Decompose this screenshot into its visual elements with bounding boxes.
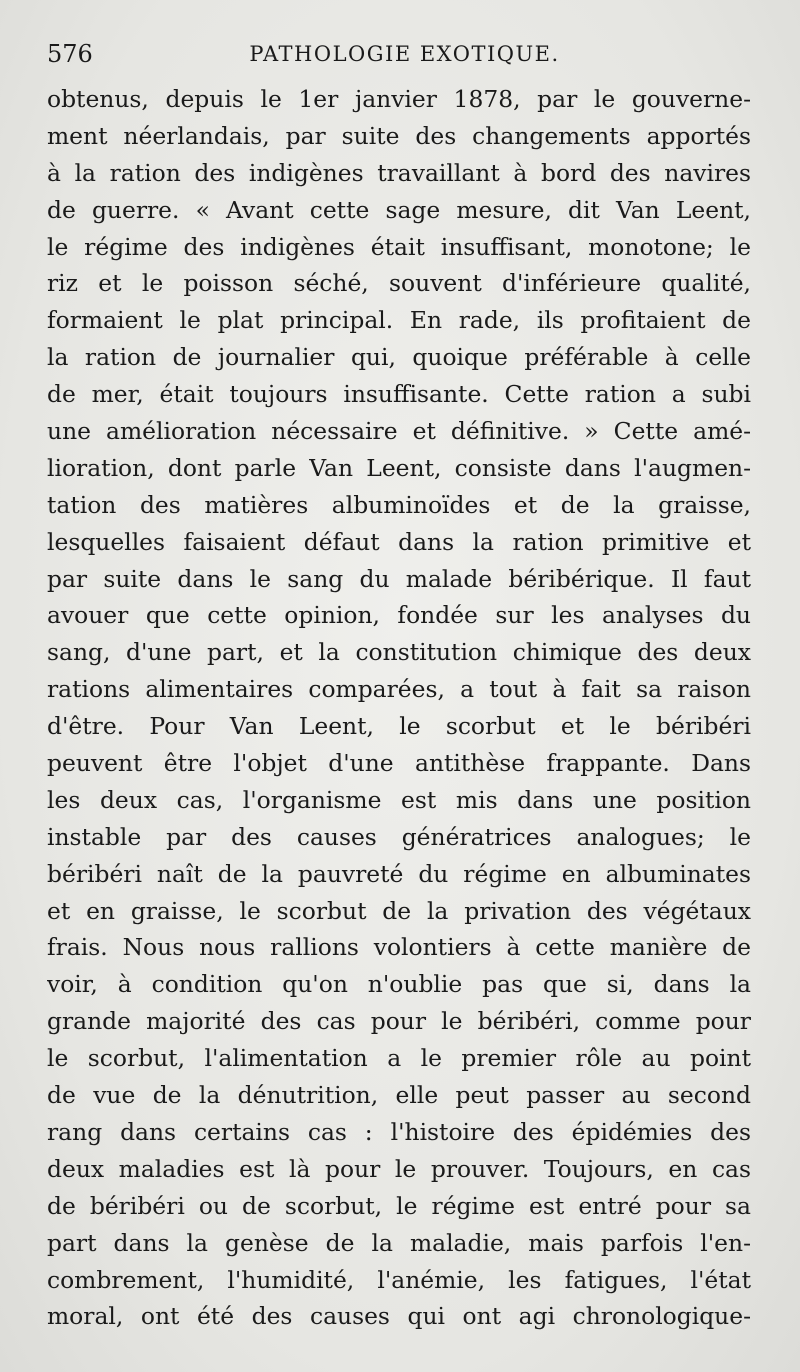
text-line: le scorbut, l'alimentation a le premier rôle au point: [47, 1044, 751, 1073]
text-line: moral, ont été des causes qui ont agi chronologique-: [47, 1302, 751, 1331]
text-line: grande majorité des cas pour le béribéri, comme pour: [47, 1007, 751, 1036]
text-line: lesquelles faisaient défaut dans la ration primitive et: [47, 527, 751, 556]
text-line: et en graisse, le scorbut de la privation des végétaux: [47, 896, 751, 925]
page-number: 576: [47, 40, 93, 68]
text-line: de vue de la dénutrition, elle peut passer au second: [47, 1081, 751, 1110]
text-line: la ration de journalier qui, quoique préférable à celle: [47, 343, 751, 372]
text-line: ment néerlandais, par suite des changements apportés: [47, 121, 751, 150]
text-line: lioration, dont parle Van Leent, consiste dans l'augmen-: [47, 453, 751, 482]
text-line: béribéri naît de la pauvreté du régime en albuminates: [47, 859, 751, 888]
text-line: rations alimentaires comparées, a tout à fait sa raison: [47, 675, 751, 704]
text-line: de béribéri ou de scorbut, le régime est entré pour sa: [47, 1191, 751, 1220]
text-line: le régime des indigènes était insuffisant, monotone; le: [47, 232, 751, 261]
text-line: combrement, l'humidité, l'anémie, les fatigues, l'état: [47, 1265, 751, 1294]
text-line: frais. Nous nous rallions volontiers à cette manière de: [47, 933, 751, 962]
text-line: les deux cas, l'organisme est mis dans une position: [47, 785, 751, 814]
text-line: deux maladies est là pour le prouver. Toujours, en cas: [47, 1154, 751, 1183]
text-line: par suite dans le sang du malade béribérique. Il faut: [47, 564, 751, 593]
text-line: part dans la genèse de la maladie, mais parfois l'en-: [47, 1228, 751, 1257]
text-line: peuvent être l'objet d'une antithèse frappante. Dans: [47, 749, 751, 778]
body-text: [47, 81, 751, 1335]
text-line: de mer, était toujours insuffisante. Cette ration a subi: [47, 380, 751, 409]
text-line: riz et le poisson séché, souvent d'inférieure qualité,: [47, 269, 751, 298]
text-line: obtenus, depuis le 1er janvier 1878, par le gouverne-: [47, 85, 751, 113]
text-line: avouer que cette opinion, fondée sur les analyses du: [47, 601, 751, 630]
text-line: formaient le plat principal. En rade, ils profitaient de: [47, 306, 751, 335]
text-line: sang, d'une part, et la constitution chimique des deux: [47, 638, 751, 667]
page-header: [47, 40, 752, 76]
text-line: d'être. Pour Van Leent, le scorbut et le béribéri: [47, 712, 751, 741]
text-line: voir, à condition qu'on n'oublie pas que si, dans la: [47, 970, 751, 999]
text-line: une amélioration nécessaire et définitive. » Cette amé-: [47, 417, 751, 446]
text-line: instable par des causes génératrices analogues; le: [47, 822, 751, 851]
text-line: tation des matières albuminoïdes et de la graisse,: [47, 490, 751, 519]
running-title: PATHOLOGIE EXOTIQUE.: [249, 42, 560, 66]
text-line: rang dans certains cas : l'histoire des épidémies des: [47, 1117, 751, 1146]
text-line: à la ration des indigènes travaillant à bord des navires: [47, 158, 751, 187]
text-line: de guerre. « Avant cette sage mesure, dit Van Leent,: [47, 195, 751, 224]
